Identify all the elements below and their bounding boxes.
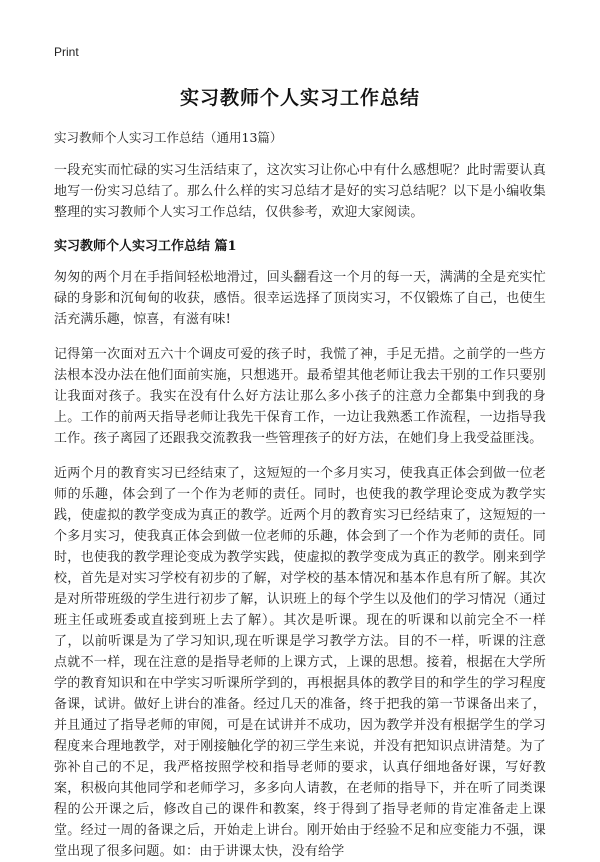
print-link[interactable]: Print bbox=[54, 45, 79, 59]
intro-paragraph: 一段充实而忙碌的实习生活结束了，这次实习让你心中有什么感想呢？此时需要认真地写一份实习总结了。那么什么样的实习总结才是好的实习总结呢？以下是小编收集整理的实习教师个人实习工作总结，仅供参考，欢迎大家阅读。 bbox=[54, 163, 546, 220]
body-paragraph-2: 记得第一次面对五六十个调皮可爱的孩子时，我慌了神，手足无措。之前学的一些方法根本没办法在他们面前实施，只想逃开。最希望其他老师让我去干别的工作只要别让我面对孩子。我实在没有什么好方法让那么多小孩子的注意力全都集中到我的身上。工作的前两天指导老师让我先干保育工作，一边让我熟悉工作流程，一边指导我工作。孩子离园了还跟我交流教我一些管理孩子的好方法，在她们身上我受益匪浅。 bbox=[54, 347, 546, 446]
body-paragraph-1: 匆匆的两个月在手指间轻松地滑过，回头翻看这一个月的每一天，满满的全是充实忙碌的身影和沉甸甸的收获，感悟。很幸运选择了顶岗实习，不仅锻炼了自己，也使生活充满乐趣，惊喜，有滋有味! bbox=[54, 270, 546, 327]
document-title: 实习教师个人实习工作总结 bbox=[179, 87, 420, 109]
body-paragraph-3: 近两个月的教育实习已经结束了，这短短的一个多月实习，使我真正体会到做一位老师的乐趣，体会到了一个作为老师的责任。同时，也使我的教学理论变成为教学实践，使虚拟的教学变成为真正的教学。近两个月的教育实习已经结束了，这短短的一个多月实习，使我真正体会到做一位老师的乐趣，体会到了一个作为老师的责任。同时，也使我的教学理论变成为教学实践，使虚拟的教学变成为真正的教学。刚来到学校，首先是对实习学校有初步的了解，对学校的基本情况和基本作息有所了解。其次是对所带班级的学生进行初步了解，认识班上的每个学生以及他们的学习情况（通过班主任或班委或直接到班上去了解）。其次是听课。现在的听课和以前完全不一样了，以前听课是为了学习知识,现在听课是学习教学方法。目的不一样，听课的注意点就不一样，现在注意的是指导老师的上课方式，上课的思想。接着，根据在大学所学的教育知识和在中学实习听课所学到的，再根据具体的教学目的和学生的学习程度备课，试讲。做好上讲台的准备。经过几天的准备，终于把我的第一节课备出来了，并且通过了指导老师的审阅，可是在试讲并不成功，因为教学并没有根据学生的学习程度来合理地教学，对于刚接触化学的初三学生来说，并没有把知识点讲清楚。为了弥补自己的不足，我严格按照学校和指导老师的要求，认真仔细地备好课，写好教案，积极向其他同学和老师学习，多多向人请教，在老师的指导下，并在听了同类课程的公开课之后，修改自己的课件和教案，终于得到了指导老师的肯定准备走上课堂。经过一周的备课之后，开始走上讲台。刚开始由于经验不足和应变能力不强，课堂出现了很多问题。如：由于讲课太快，没有给学 bbox=[54, 466, 546, 859]
section-heading: 实习教师个人实习工作总结 篇1 bbox=[54, 239, 237, 254]
document-subtitle: 实习教师个人实习工作总结（通用13篇） bbox=[54, 130, 283, 145]
